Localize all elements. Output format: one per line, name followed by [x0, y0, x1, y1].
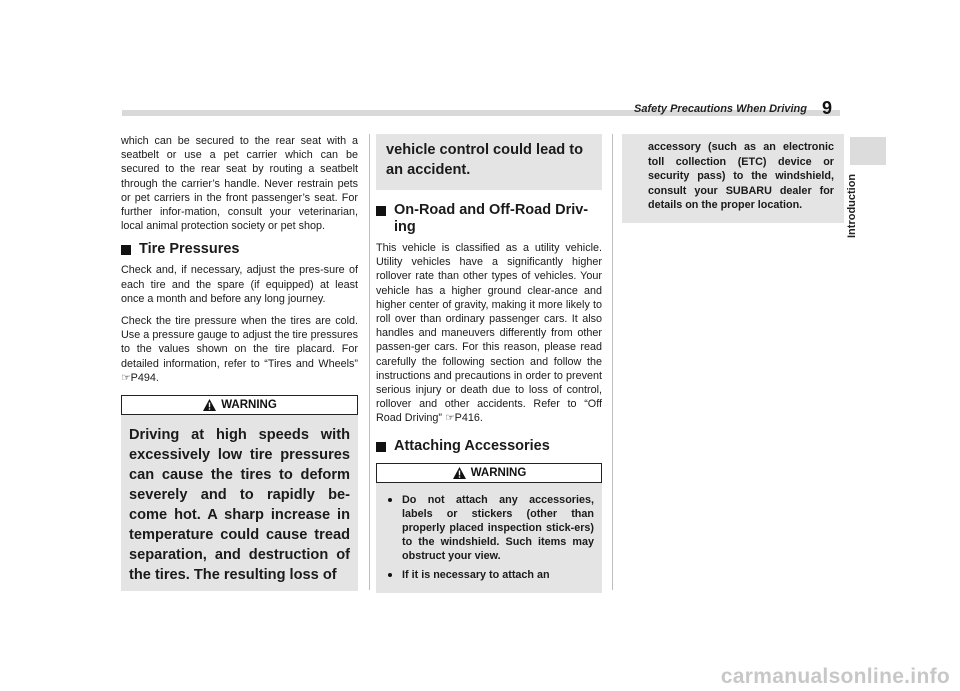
heading-text: Attaching Accessories [394, 437, 550, 454]
bullet-dot-icon [388, 573, 392, 577]
bullet-dot-icon [388, 498, 392, 502]
heading-text: Tire Pressures [139, 241, 240, 258]
watermark: carmanualsonline.info [720, 665, 950, 688]
section-title: Safety Precautions When Driving [634, 103, 807, 115]
chapter-tab-label: Introduction [846, 173, 858, 238]
warning-list [376, 491, 602, 593]
column-divider-1 [369, 134, 370, 590]
utility-vehicle-paragraph: This vehicle is classified as a utility vehicle. Utility vehicles have a significantly higher rollover rate than other types of vehicles. Your vehicle has a higher ground clear-ance and higher center of gravity, making it more likely to roll over than ordinary passenger cars. It also handles and maneuvers differently from other passen-ger cars. For this reason, please read carefully the following section and follow the instructions and precautions in order to prevent serious injury or death due to loss of control, rollover and other accidents. Refer to “Off Road Driving” ☞P416. [376, 242, 602, 425]
page-number: 9 [822, 98, 833, 118]
heading-on-off-road [376, 202, 602, 236]
tire-paragraph-1: Check and, if necessary, adjust the pres-sure of each tire and the spare (if equipped) at least once a month and before any long journey. [121, 264, 358, 305]
warning-continuation: vehicle control could lead to an accident. [376, 134, 602, 190]
tire-warning-box [121, 395, 358, 591]
accessories-warning-box [376, 463, 602, 593]
column-2 [376, 134, 602, 593]
chapter-tab [850, 137, 886, 165]
warning-list-item: If it is necessary to attach an [386, 568, 594, 582]
column-divider-2 [612, 134, 613, 590]
section-bullet-icon [121, 245, 131, 255]
column-1 [121, 134, 358, 591]
warning-label: WARNING [470, 466, 527, 479]
warning-list-item: Do not attach any accessories, labels or stickers (other than properly placed inspection stick-ers) to the windshield. Such items may obstruct your view. [386, 493, 594, 563]
tire-paragraph-2: Check the tire pressure when the tires are cold. Use a pressure gauge to adjust the tire pressures to the values shown on the tire placard. For detailed information, refer to “Tires and Wheels” ☞P494. [121, 315, 358, 384]
warning-triangle-icon [452, 466, 467, 480]
column-3 [622, 134, 844, 223]
warning-label: WARNING [221, 399, 277, 412]
warning-triangle-icon [202, 398, 217, 412]
heading-text: On-Road and Off-Road Driv-ing [394, 202, 589, 235]
warning-text: Driving at high speeds with excessively low tire pressures can cause the tires to deform severely and to rapidly be-come hot. A sharp increase in temperature could cause tread separation, and destruction of the tires. The resulting loss of [129, 427, 350, 584]
section-bullet-icon [376, 442, 386, 452]
warning-header [376, 463, 602, 483]
warning-continuation-text: accessory (such as an electronic toll collection (ETC) device or security pass) to the windshield, consult your SUBARU dealer for details on the proper location. [648, 141, 834, 211]
heading-attaching-accessories [376, 438, 602, 455]
pet-paragraph: which can be secured to the rear seat with a seatbelt or use a pet carrier which can be secured to the rear seat by routing a seatbelt through the carrier’s handle. Never restrain pets or pet carriers in the front passenger’s seat. For further infor-mation, consult your veterinarian, local animal protection society or pet shop. [121, 135, 358, 233]
accessories-warning-continuation [622, 134, 844, 223]
heading-tire-pressures [121, 241, 358, 258]
warning-header [121, 395, 358, 415]
section-bullet-icon [376, 206, 386, 216]
